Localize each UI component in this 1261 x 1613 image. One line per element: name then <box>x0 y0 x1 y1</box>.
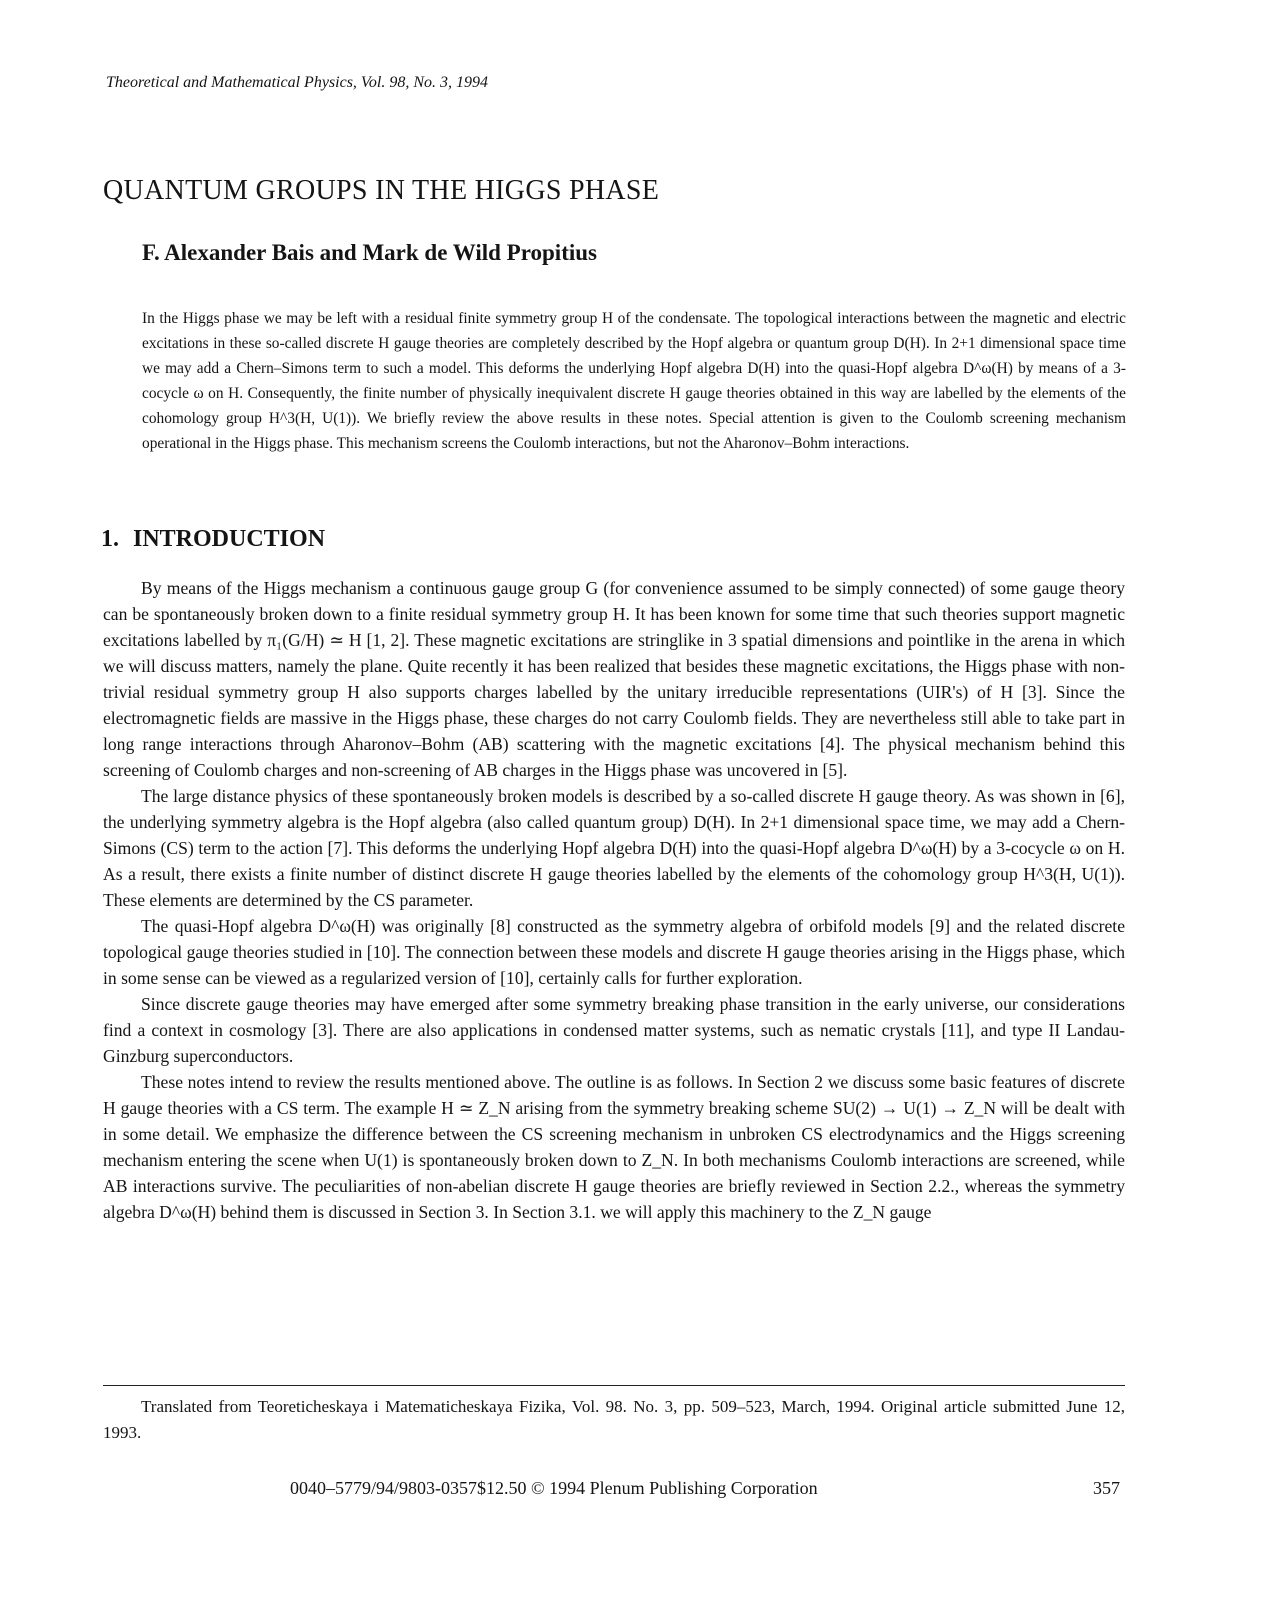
paper-title: QUANTUM GROUPS IN THE HIGGS PHASE <box>103 175 660 206</box>
paragraph: The quasi-Hopf algebra D^ω(H) was originally [8] constructed as the symmetry algebra of orbifold models [9] and the related discrete topological gauge theories studied in [10]. The connection between these models and discrete H gauge theories arising in the Higgs phase, which in some sense can be viewed as a regularized version of [10], certainly calls for further exploration. <box>103 916 1125 988</box>
publisher-code: 0040–5779/94/9803-0357$12.50 © 1994 Plenum Publishing Corporation <box>290 1478 818 1498</box>
footnote-text: Translated from Teoreticheskaya i Matematicheskaya Fizika, Vol. 98. No. 3, pp. 509–523, March, 1994. Original article submitted June 12, 1993. <box>103 1397 1125 1442</box>
paragraph: By means of the Higgs mechanism a continuous gauge group G (for convenience assumed to be simply connected) of some gauge theory can be spontaneously broken down to a finite residual symmetry group H. It has been known for some time that such theories support magnetic excitations labelled by π₁(G/H) ≃ H [1, 2]. These magnetic excitations are stringlike in 3 spatial dimensions and pointlike in the arena in which we will discuss matters, namely the plane. Quite recently it has been realized that besides these magnetic excitations, the Higgs phase with non-trivial residual symmetry group H also supports charges labelled by the unitary irreducible representations (UIR's) of H [3]. Since the electromagnetic fields are massive in the Higgs phase, these charges do not carry Coulomb fields. They are nevertheless still able to take part in long range interactions through Aharonov–Bohm (AB) scattering with the magnetic excitations [4]. The physical mechanism behind this screening of Coulomb charges and non-screening of AB charges in the Higgs phase was uncovered in [5]. <box>103 578 1125 780</box>
abstract <box>142 306 1126 456</box>
section-number: 1. <box>101 526 119 552</box>
journal-reference: Theoretical and Mathematical Physics, Vol. 98, No. 3, 1994 <box>106 74 489 91</box>
introduction-body <box>103 575 1125 1225</box>
paragraph: Since discrete gauge theories may have emerged after some symmetry breaking phase transition in the early universe, our considerations find a context in cosmology [3]. There are also applications in condensed matter systems, such as nematic crystals [11], and type II Landau-Ginzburg superconductors. <box>103 994 1125 1066</box>
footnote-divider <box>103 1385 1125 1386</box>
footnote <box>103 1394 1125 1446</box>
paragraph: These notes intend to review the results mentioned above. The outline is as follows. In Section 2 we discuss some basic features of discrete H gauge theories with a CS term. The example H ≃ Z_N arising from the symmetry breaking scheme SU(2) → U(1) → Z_N will be dealt with in some detail. We emphasize the difference between the CS screening mechanism in unbroken CS electrodynamics and the Higgs screening mechanism entering the scene when U(1) is spontaneously broken down to Z_N. In both mechanisms Coulomb interactions are screened, while AB interactions survive. The peculiarities of non-abelian discrete H gauge theories are briefly reviewed in Section 2.2., whereas the symmetry algebra D^ω(H) behind them is discussed in Section 3. In Section 3.1. we will apply this machinery to the Z_N gauge <box>103 1072 1125 1222</box>
abstract-text: In the Higgs phase we may be left with a residual finite symmetry group H of the condensate. The topological interactions between the magnetic and electric excitations in these so-called discrete H gauge theories are completely described by the Hopf algebra or quantum group D(H). In 2+1 dimensional space time we may add a Chern–Simons term to such a model. This deforms the underlying Hopf algebra D(H) into the quasi-Hopf algebra D^ω(H) by means of a 3-cocycle ω on H. Consequently, the finite number of physically inequivalent discrete H gauge theories obtained in this way are labelled by the elements of the cohomology group H^3(H, U(1)). We briefly review the above results in these notes. Special attention is given to the Coulomb screening mechanism operational in the Higgs phase. This mechanism screens the Coulomb interactions, but not the Aharonov–Bohm interactions. <box>142 310 1126 452</box>
page-number: 357 <box>1093 1478 1120 1498</box>
paragraph: The large distance physics of these spontaneously broken models is described by a so-called discrete H gauge theory. As was shown in [6], the underlying symmetry algebra is the Hopf algebra (also called quantum group) D(H). In 2+1 dimensional space time, we may add a Chern-Simons (CS) term to the action [7]. This deforms the underlying Hopf algebra D(H) into the quasi-Hopf algebra D^ω(H) by a 3-cocycle ω on H. As a result, there exists a finite number of distinct discrete H gauge theories labelled by the elements of the cohomology group H^3(H, U(1)). These elements are determined by the CS parameter. <box>103 786 1125 910</box>
section-title: INTRODUCTION <box>133 526 326 552</box>
section-heading <box>101 526 325 553</box>
author-list: F. Alexander Bais and Mark de Wild Propitius <box>142 240 597 265</box>
